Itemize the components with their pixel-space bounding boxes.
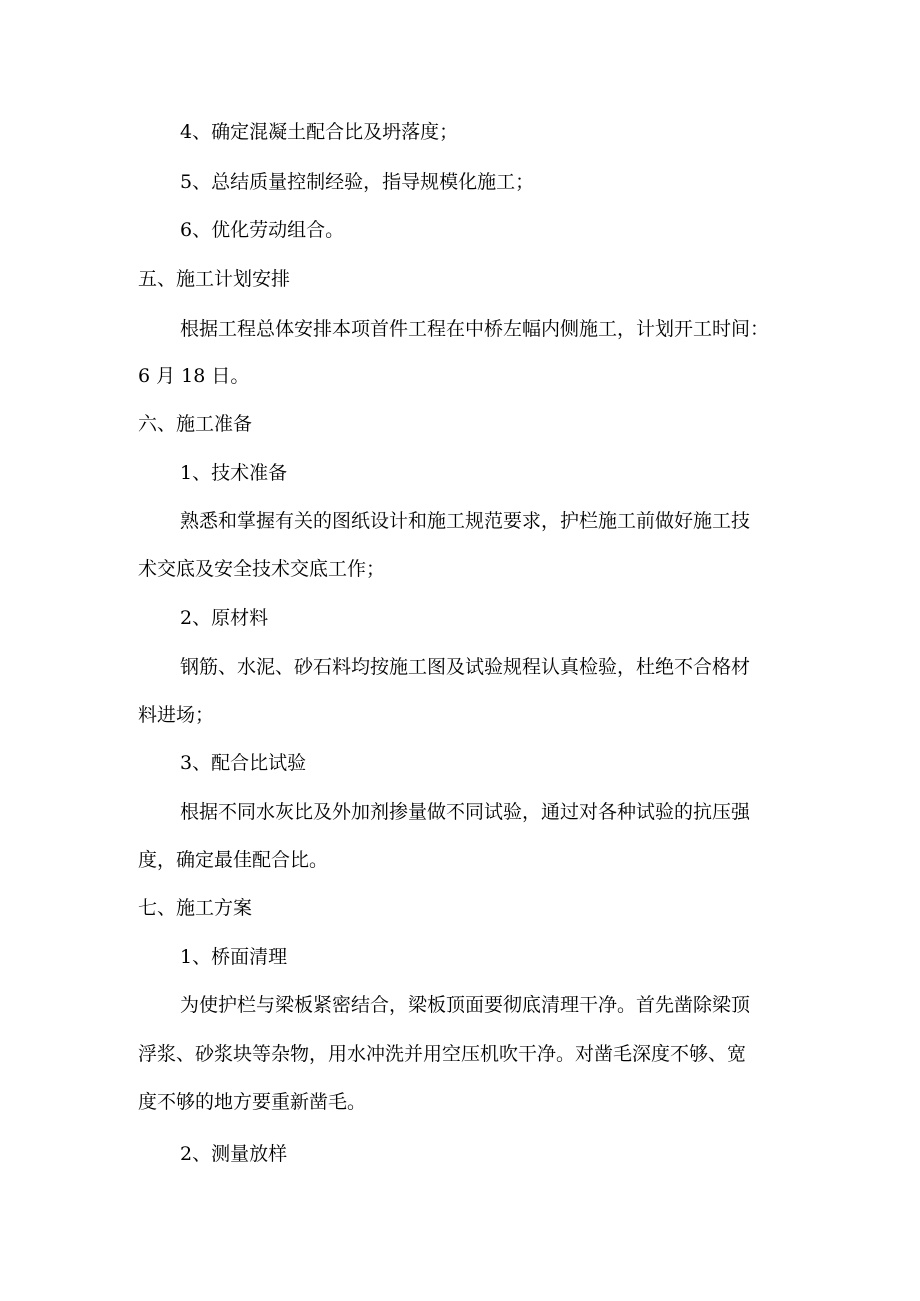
paragraph-line: 浮浆、砂浆块等杂物，用水冲洗并用空压机吹干净。对凿毛深度不够、宽 bbox=[138, 1043, 747, 1065]
subsection-heading: 2、原材料 bbox=[180, 607, 269, 629]
subsection-heading: 1、技术准备 bbox=[180, 462, 288, 484]
paragraph-line: 料进场； bbox=[138, 704, 215, 726]
paragraph-line: 度不够的地方要重新凿毛。 bbox=[138, 1091, 367, 1113]
subsection-heading: 1、桥面清理 bbox=[180, 946, 288, 968]
subsection-heading: 2、测量放样 bbox=[180, 1143, 288, 1165]
paragraph-line: 为使护栏与梁板紧密结合，梁板顶面要彻底清理干净。首先凿除梁顶 bbox=[180, 994, 751, 1016]
section-heading: 六、施工准备 bbox=[138, 413, 253, 435]
paragraph-line: 钢筋、水泥、砂石料均按施工图及试验规程认真检验，杜绝不合格材 bbox=[180, 656, 751, 678]
list-item: 6、优化劳动组合。 bbox=[180, 219, 345, 241]
paragraph-line: 度，确定最佳配合比。 bbox=[138, 849, 329, 871]
paragraph-line: 根据工程总体安排本项首件工程在中桥左幅内侧施工，计划开工时间： bbox=[180, 318, 770, 340]
section-heading: 五、施工计划安排 bbox=[138, 268, 291, 290]
paragraph-line: 根据不同水灰比及外加剂掺量做不同试验，通过对各种试验的抗压强 bbox=[180, 801, 751, 823]
paragraph-line: 熟悉和掌握有关的图纸设计和施工规范要求，护栏施工前做好施工技 bbox=[180, 510, 751, 532]
list-item: 4、确定混凝土配合比及坍落度； bbox=[180, 121, 459, 143]
paragraph-line: 术交底及安全技术交底工作； bbox=[138, 558, 386, 580]
subsection-heading: 3、配合比试验 bbox=[180, 752, 307, 774]
paragraph-line: 6 月 18 日。 bbox=[138, 365, 250, 387]
list-item: 5、总结质量控制经验，指导规模化施工； bbox=[180, 171, 535, 193]
section-heading: 七、施工方案 bbox=[138, 897, 253, 919]
